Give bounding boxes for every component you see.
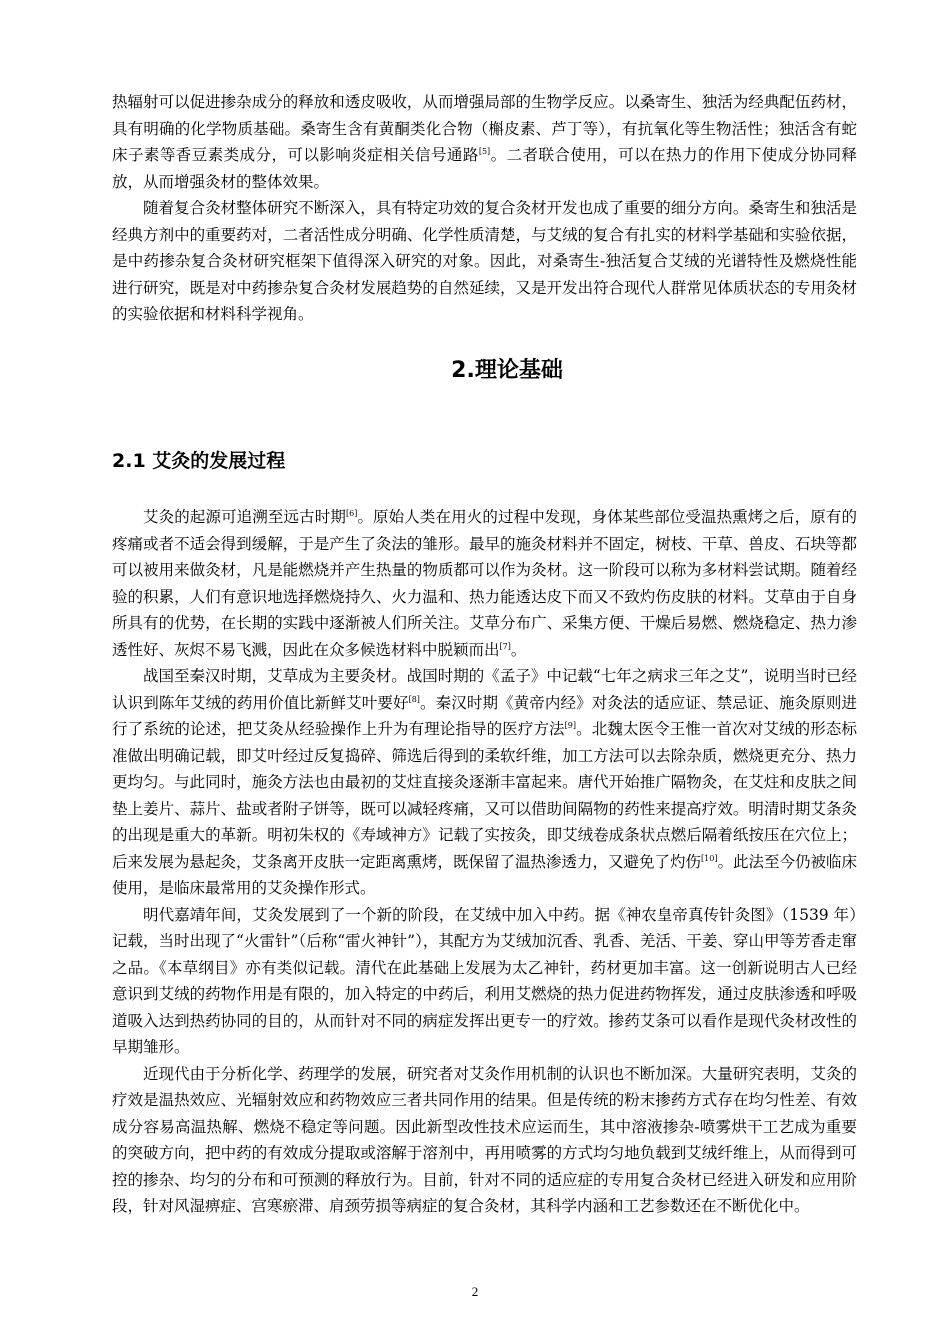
- text-run: 。二者联合使用，可以在热力的作用下使成分协同释放，从而增强灸材的整体效果。: [112, 146, 857, 191]
- intro-paragraph-2: 随着复合灸材整体研究不断深入，具有特定功效的复合灸材开发也成了重要的细分方向。桑寄生和独活是经典方剂中的重要药对，二者活性成分明确、化学性质清楚，与艾绒的复合有扎实的材料学基础和实验依据，是中药掺杂复合灸材研究框架下值得深入研究的对象。因此，对桑寄生-独活复合艾绒的光谱特性及燃烧性能进行研究，既是对中药掺杂复合灸材发展趋势的自然延续，又是开发出符合现代人群常见体质状态的专用灸材的实验依据和材料科学视角。: [112, 199, 857, 323]
- text-run: 。: [510, 640, 527, 659]
- section-paragraph-2: [112, 663, 857, 902]
- chapter-title: 2.理论基础: [451, 358, 563, 383]
- section-paragraph-3: 明代嘉靖年间，艾灸发展到了一个新的阶段，在艾绒中加入中药。据《神农皇帝真传针灸图》（1539 年）记载，当时出现了“火雷针”（后称“雷火神针”），其配方为艾绒加沉香、乳香、羌活、干姜、穿山甲等芳香走窜之品。《本草纲目》亦有类似记载。清代在此基础上发展为太乙神针，药材更加丰富。这一创新说明古人已经意识到艾绒的药物作用是有限的，加入特定的中药后，利用艾燃烧的热力促进药物挥发，通过皮肤渗透和呼吸道吸入达到热药协同的目的，从而针对不同的病症发挥出更专一的疗效。掺药艾条可以看作是现代灸材改性的早期雏形。: [112, 905, 857, 1056]
- text-run: 热辐射可以促进掺杂成分的释放和透皮吸收，从而增强局部的生物学反应。以桑寄生、独活为经典配伍药材，具有明确的化学物质基础。桑寄生含有黄酮类化合物（槲皮素、芦丁等），有抗氧化等生物活性；独活含有蛇床子素等香豆素类成分，可以影响炎症相关信号通路: [112, 93, 857, 164]
- intro-block: [112, 89, 857, 328]
- text-run: 。原始人类在用火的过程中发现，身体某些部位受温热熏烤之后，原有的疼痛或者不适会得到缓解，于是产生了灸法的雏形。最早的施灸材料并不固定，树枝、干草、兽皮、石块等都可以被用来做灸材，凡是能燃烧并产生热量的物质都可以作为灸材。这一阶段可以称为多材料尝试期。随着经验的积累，人们有意识地选择燃烧持久、火力温和、热力能透达皮下而又不致灼伤皮肤的材料。艾草由于自身所具有的优势，在长期的实践中逐渐被人们所关注。艾草分布广、采集方便、干燥后易燃、燃烧稳定、热力渗透性好、灰烬不易飞溅，因此在众多候选材料中脱颖而出: [112, 508, 857, 659]
- section-title: 2.1 艾灸的发展过程: [112, 450, 286, 472]
- text-run: 。北魏太医令王惟一首次对艾绒的形态标准做出明确记载，即艾叶经过反复捣碎、筛选后得到的柔软纤维，加工方法可以去除杂质，燃烧更充分、热力更均匀。与此同时，施灸方法也由最初的艾炷直接灸逐渐丰富起来。唐代开始推广隔物灸，在艾炷和皮肤之间垫上姜片、蒜片、盐或者附子饼等，既可以减轻疼痛，又可以借助间隔物的药性来提高疗效。明清时期艾条灸的出现是重大的革新。明初朱权的《寿域神方》记载了实按灸，即艾绒卷成条状点燃后隔着纸按压在穴位上；后来发展为悬起灸，艾条离开皮肤一定距离熏烤，既保留了温热渗透力，又避免了灼伤: [112, 720, 857, 871]
- citation-9: [9]: [564, 720, 577, 730]
- citation-6: [6]: [345, 508, 358, 518]
- text-run: 。秦汉时期《黄帝内经》对灸法的适应证、禁忌证、施灸原则进行了系统的论述，把艾灸从经验操作上升为有理论指导的医疗方法: [112, 693, 857, 738]
- intro-paragraph-1: [112, 89, 857, 195]
- section-body: [112, 504, 857, 1220]
- text-run: 艾灸的起源可追溯至远古时期: [143, 508, 346, 526]
- citation-7: [7]: [499, 641, 511, 651]
- text-run: 。此法至今仍被临床使用，是临床最常用的艾灸操作形式。: [112, 852, 857, 897]
- citation-10: [10]: [701, 853, 718, 863]
- section-paragraph-1: [112, 504, 857, 663]
- text-run: 战国至秦汉时期，艾草成为主要灸材。战国时期的《孟子》中记载“七年之病求三年之艾”，说明当时已经认识到陈年艾绒的药用价值比新鲜艾叶要好: [112, 667, 857, 712]
- citation-8: [8]: [408, 694, 420, 704]
- citation-5: [5]: [478, 146, 491, 156]
- section-paragraph-4: 近现代由于分析化学、药理学的发展，研究者对艾灸作用机制的认识也不断加深。大量研究表明，艾灸的疗效是温热效应、光辐射效应和药物效应三者共同作用的结果。但是传统的粉末掺药方式存在均匀性差、有效成分容易高温热解、燃烧不稳定等问题。因此新型改性技术应运而生，其中溶液掺杂-喷雾烘干工艺成为重要的突破方向，把中药的有效成分提取或溶解于溶剂中，再用喷雾的方式均匀地负载到艾绒纤维上，从而得到可控的掺杂、均匀的分布和可预测的释放行为。目前，针对不同的适应症的专用复合灸材已经进入研发和应用阶段，针对风湿痹症、宫寒瘀滞、肩颈劳损等病症的复合灸材，其科学内涵和工艺参数还在不断优化中。: [112, 1064, 857, 1215]
- page-number: 2: [471, 1284, 479, 1299]
